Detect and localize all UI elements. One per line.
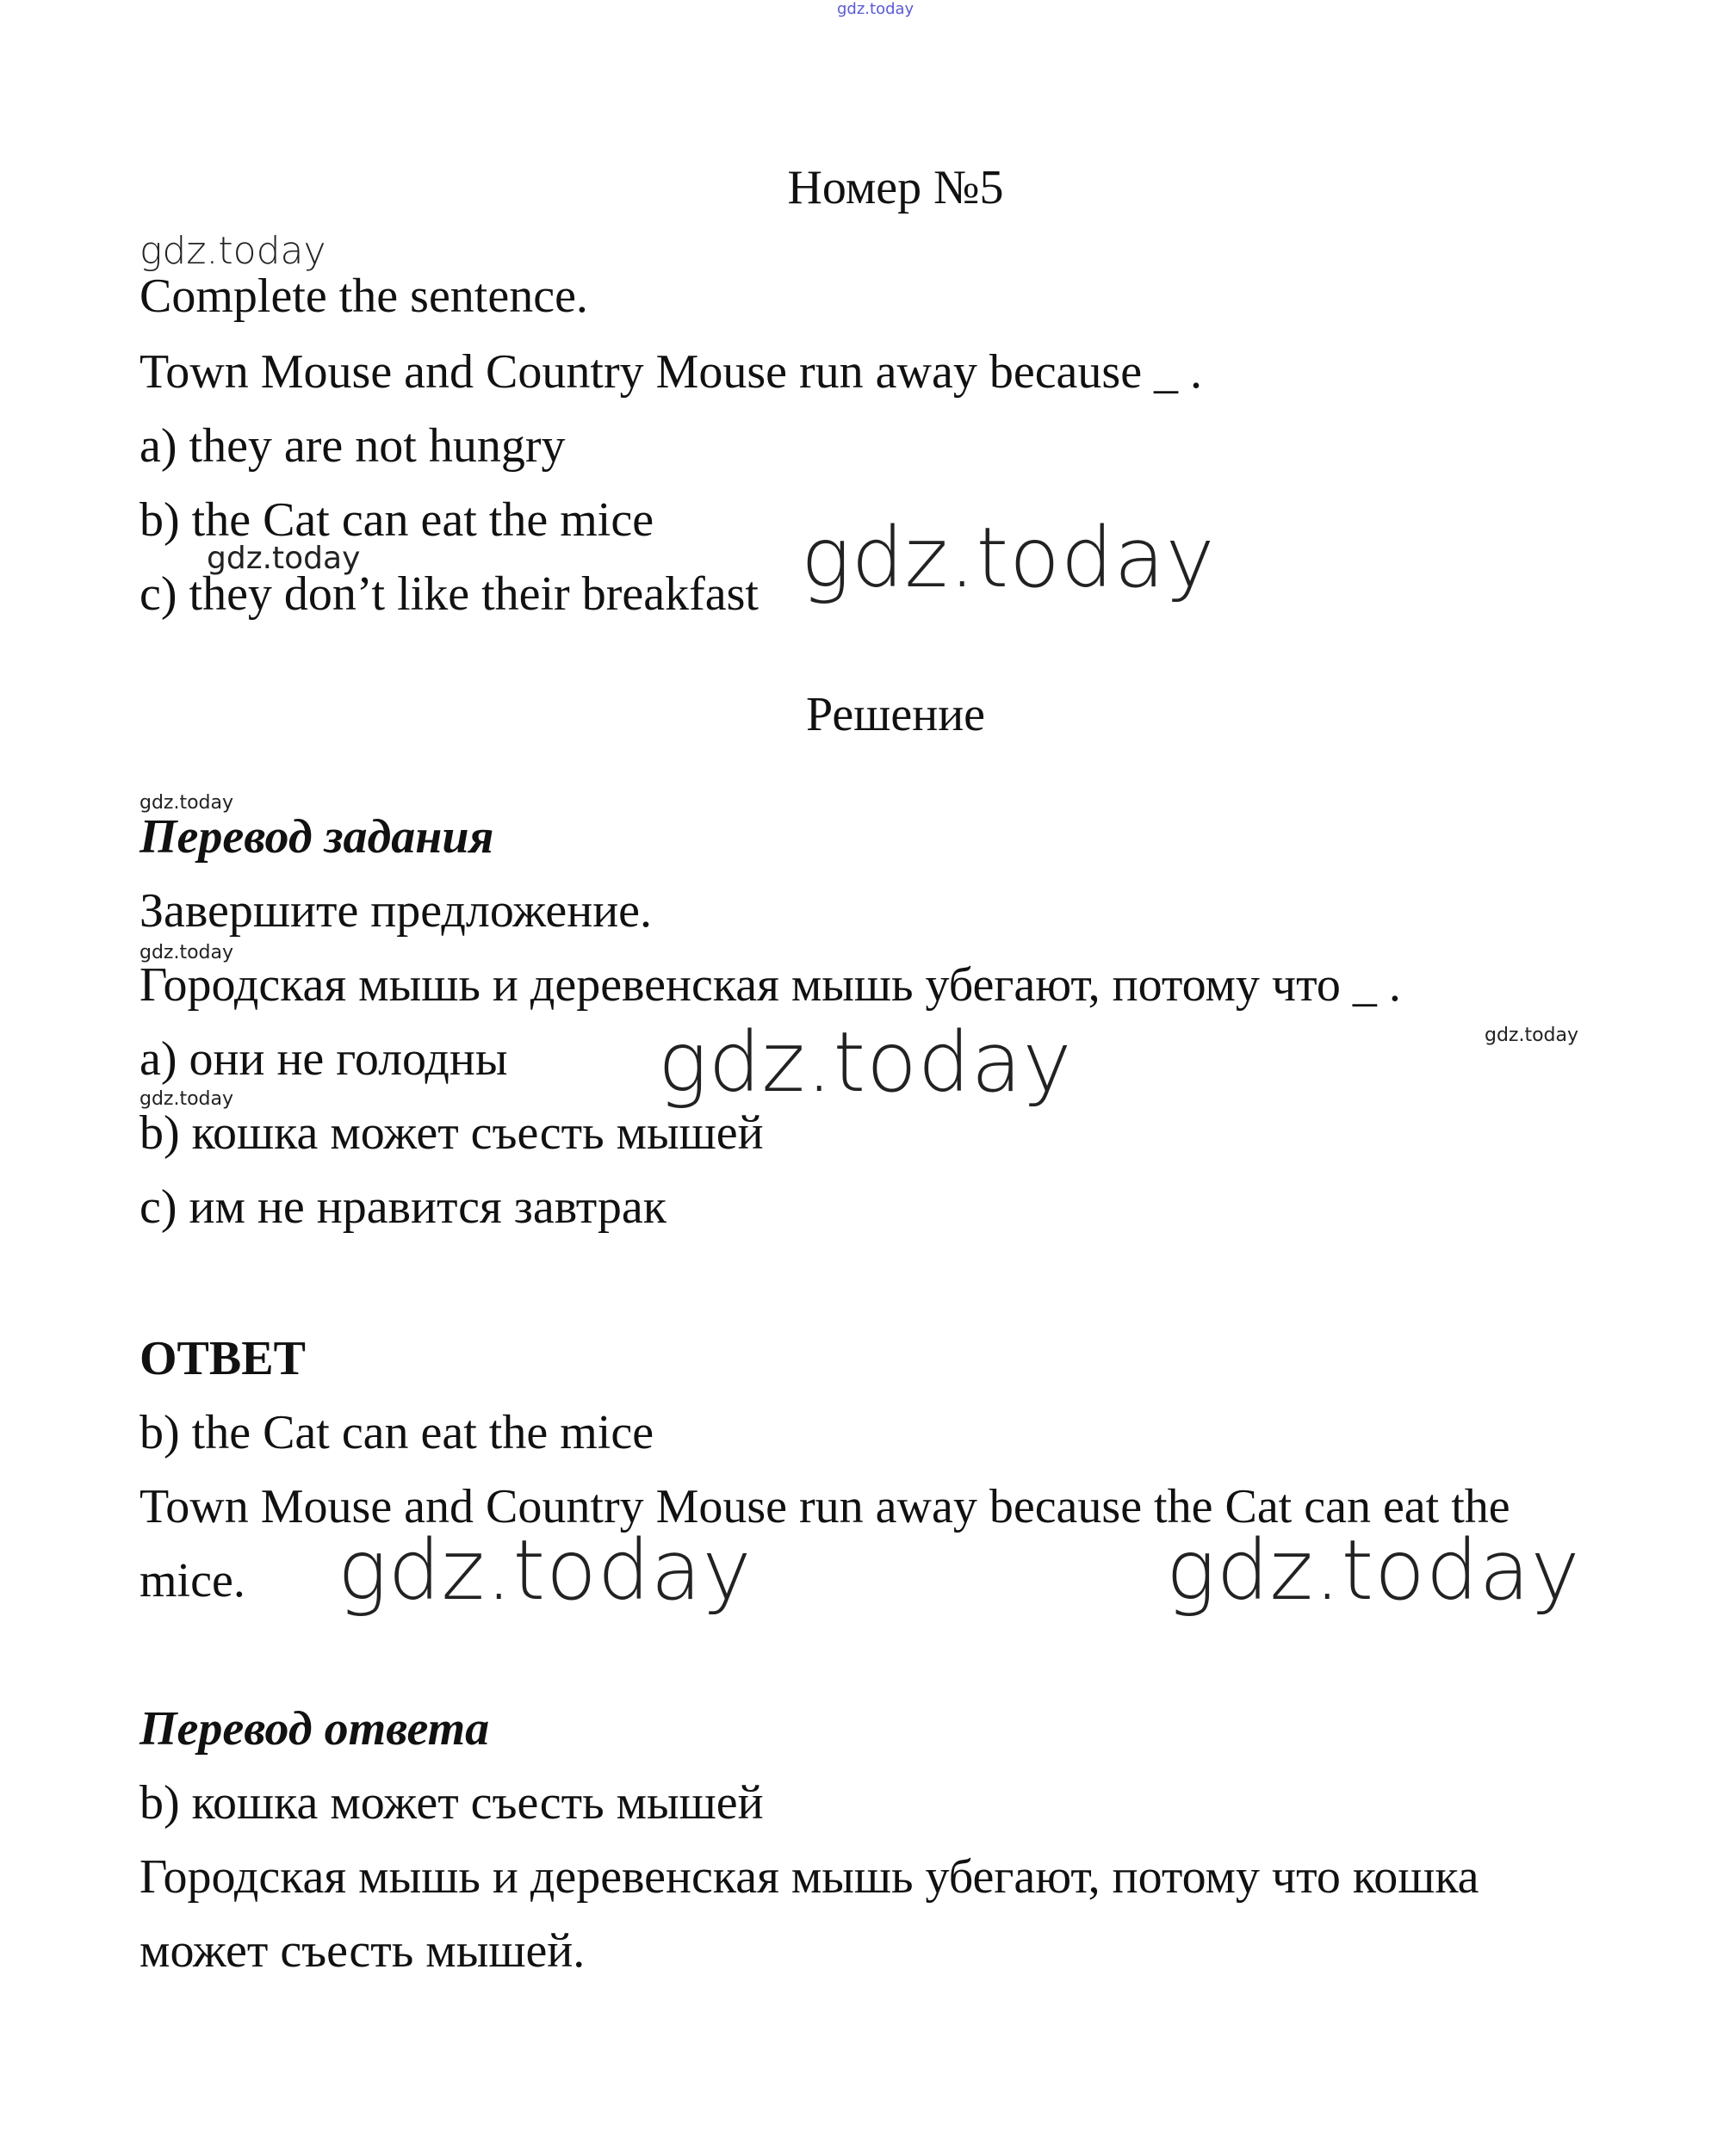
translation-option-c: с) им не нравится завтрак <box>140 1180 666 1234</box>
watermark-text: gdz.today <box>1485 1025 1579 1046</box>
translation-instruction: Завершите предложение. <box>140 884 653 938</box>
answer-translation-sentence: Городская мышь и деревенская мышь убегают, потому что кошка <box>140 1850 1479 1904</box>
answer-translation-sentence-cont: может съесть мышей. <box>140 1924 586 1978</box>
task-sentence: Town Mouse and Country Mouse run away because _ . <box>140 345 1203 399</box>
translation-sentence: Городская мышь и деревенская мышь убегают, потому что _ . <box>140 958 1401 1012</box>
watermark-text: gdz.today <box>140 942 234 963</box>
watermark-top: gdz.today <box>837 0 914 18</box>
task-option-c: c) they don’t like their breakfast <box>140 567 759 621</box>
answer-choice: b) the Cat can eat the mice <box>140 1406 654 1459</box>
page-title: Номер №5 <box>787 161 1004 214</box>
answer-sentence-cont: mice. <box>140 1554 245 1607</box>
solution-heading: Решение <box>805 688 986 741</box>
watermark-text: gdz.today <box>207 541 361 576</box>
translation-heading: Перевод задания <box>140 810 494 864</box>
answer-heading: ОТВЕТ <box>140 1332 306 1385</box>
watermark-large: gdz.today <box>1166 1522 1581 1619</box>
watermark-large: gdz.today <box>658 1014 1073 1111</box>
watermark-large: gdz.today <box>338 1522 753 1619</box>
watermark-large: gdz.today <box>801 510 1216 606</box>
watermark-text: gdz.today <box>140 229 326 273</box>
watermark-text: gdz.today <box>140 1088 234 1110</box>
answer-sentence: Town Mouse and Country Mouse run away because the Cat can eat the <box>140 1480 1510 1533</box>
answer-translation-heading: Перевод ответа <box>140 1702 490 1756</box>
answer-translation-choice: b) кошка может съесть мышей <box>140 1776 764 1830</box>
watermark-text: gdz.today <box>140 792 234 814</box>
translation-option-a: а) они не голодны <box>140 1032 508 1086</box>
task-option-a: a) they are not hungry <box>140 419 566 473</box>
task-instruction: Complete the sentence. <box>140 269 588 323</box>
translation-option-b: b) кошка может съесть мышей <box>140 1106 764 1160</box>
task-option-b: b) the Cat can eat the mice <box>140 493 654 547</box>
